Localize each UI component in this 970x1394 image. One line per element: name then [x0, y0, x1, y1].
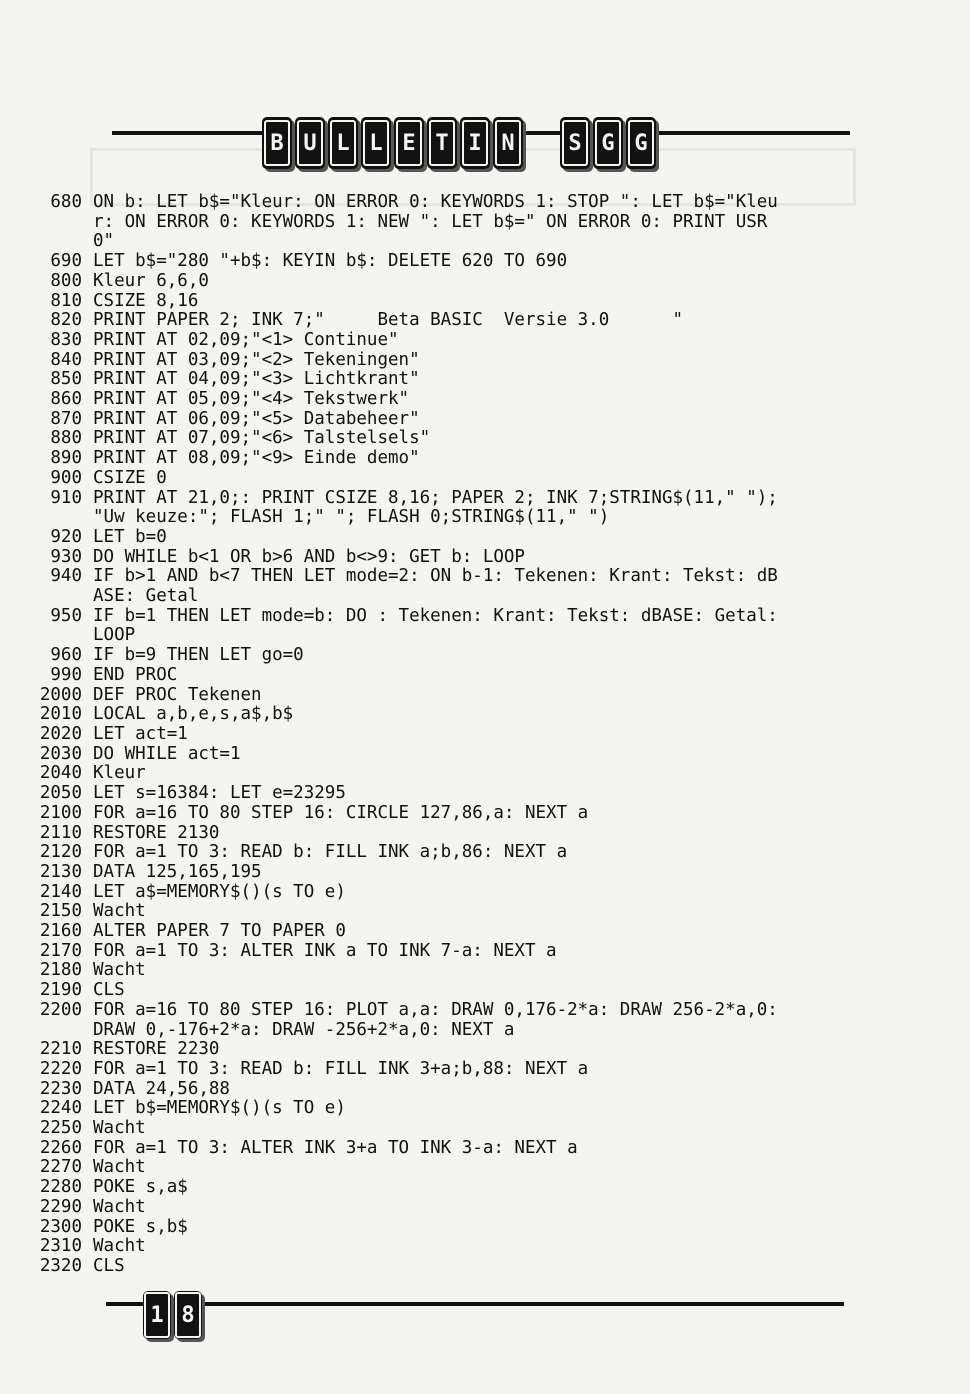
- line-number: 940: [50, 566, 82, 587]
- line-number: 880: [50, 428, 82, 449]
- bulletin-tile: [460, 117, 490, 169]
- listing-line: [30, 508, 860, 528]
- page-number: [143, 1291, 205, 1339]
- line-code: PRINT AT 05,09;"<4> Tekstwerk": [93, 389, 410, 410]
- line-code: Kleur: [93, 763, 146, 784]
- line-code: LOOP: [93, 625, 136, 646]
- listing-line: [30, 587, 860, 607]
- listing-line: [30, 1040, 860, 1060]
- line-number: 2140: [39, 881, 82, 902]
- sgg-tile: [626, 117, 656, 169]
- listing-line: [30, 193, 860, 213]
- line-code: ALTER PAPER 7 TO PAPER 0: [93, 921, 346, 942]
- bulletin-letter: N: [495, 120, 521, 166]
- listing-line: [30, 213, 860, 233]
- listing-line: [30, 410, 860, 430]
- listing-line: [30, 824, 860, 844]
- header-rule-right: [650, 131, 850, 135]
- line-number: 2210: [39, 1039, 82, 1060]
- line-number: 2170: [39, 940, 82, 961]
- listing-line: [30, 725, 860, 745]
- line-number: 2320: [39, 1255, 82, 1276]
- line-number: 920: [50, 526, 82, 547]
- line-number: 2020: [39, 723, 82, 744]
- bulletin-tile: [262, 117, 292, 169]
- line-number: 2220: [39, 1058, 82, 1079]
- line-number: 2290: [39, 1196, 82, 1217]
- line-number: 870: [50, 408, 82, 429]
- listing-line: [30, 528, 860, 548]
- line-number: 2230: [39, 1078, 82, 1099]
- line-code: CSIZE 0: [93, 467, 167, 488]
- line-number: [30, 587, 82, 607]
- listing-line: [30, 469, 860, 489]
- bulletin-tile: [361, 117, 391, 169]
- line-number: 2120: [39, 842, 82, 863]
- line-number: 2280: [39, 1177, 82, 1198]
- listing-line: [30, 902, 860, 922]
- listing-line: [30, 548, 860, 568]
- listing-line: [30, 961, 860, 981]
- listing-line: [30, 1158, 860, 1178]
- listing-line: [30, 745, 860, 765]
- line-code: DRAW 0,-176+2*a: DRAW -256+2*a,0: NEXT a: [93, 1019, 515, 1040]
- bulletin-letter: E: [396, 120, 422, 166]
- line-number: 830: [50, 329, 82, 350]
- line-code: FOR a=1 TO 3: READ b: FILL INK 3+a;b,88: NEXT a: [93, 1058, 589, 1079]
- line-number: 950: [50, 605, 82, 626]
- line-code: LOCAL a,b,e,s,a$,b$: [93, 704, 294, 725]
- line-number: 2150: [39, 901, 82, 922]
- line-number: 890: [50, 448, 82, 469]
- line-number: 2130: [39, 861, 82, 882]
- line-code: FOR a=1 TO 3: ALTER INK 3+a TO INK 3-a: NEXT a: [93, 1137, 578, 1158]
- page-number-tile: [143, 1291, 171, 1339]
- basic-listing: [30, 193, 860, 1277]
- listing-line: [30, 351, 860, 371]
- bulletin-letter: I: [462, 120, 488, 166]
- listing-line: [30, 843, 860, 863]
- line-code: IF b>1 AND b<7 THEN LET mode=2: ON b-1: Tekenen: Krant: Tekst: dB: [93, 566, 778, 587]
- sgg-tile: [593, 117, 623, 169]
- line-number: [30, 213, 82, 233]
- listing-line: [30, 1001, 860, 1021]
- listing-line: [30, 646, 860, 666]
- line-code: Wacht: [93, 901, 146, 922]
- line-code: DATA 24,56,88: [93, 1078, 230, 1099]
- listing-line: [30, 942, 860, 962]
- line-code: "Uw keuze:"; FLASH 1;" "; FLASH 0;STRING$(11," "): [93, 507, 610, 528]
- bulletin-letter: U: [297, 120, 323, 166]
- line-number: [30, 1021, 82, 1041]
- line-code: RESTORE 2130: [93, 822, 220, 843]
- bulletin-letter: L: [330, 120, 356, 166]
- line-number: 2250: [39, 1118, 82, 1139]
- line-code: LET b$="280 "+b$: KEYIN b$: DELETE 620 TO 690: [93, 251, 568, 272]
- line-number: 2190: [39, 980, 82, 1001]
- line-number: 910: [50, 487, 82, 508]
- sgg-title: [560, 117, 659, 179]
- line-code: Wacht: [93, 1118, 146, 1139]
- listing-line: [30, 1080, 860, 1100]
- line-number: 2000: [39, 684, 82, 705]
- line-number: 2100: [39, 802, 82, 823]
- listing-line: [30, 429, 860, 449]
- line-code: Wacht: [93, 1196, 146, 1217]
- line-code: r: ON ERROR 0: KEYWORDS 1: NEW ": LET b$=" ON ERROR 0: PRINT USR: [93, 211, 768, 232]
- listing-line: [30, 292, 860, 312]
- line-code: DO WHILE b<1 OR b>6 AND b<>9: GET b: LOOP: [93, 546, 525, 567]
- line-number: 690: [50, 251, 82, 272]
- line-code: IF b=1 THEN LET mode=b: DO : Tekenen: Krant: Tekst: dBASE: Getal:: [93, 605, 778, 626]
- line-number: [30, 232, 82, 252]
- sgg-letter: S: [562, 120, 588, 166]
- line-code: PRINT AT 03,09;"<2> Tekeningen": [93, 349, 420, 370]
- line-code: POKE s,b$: [93, 1216, 188, 1237]
- line-number: 2160: [39, 921, 82, 942]
- listing-line: [30, 252, 860, 272]
- bulletin-letter: B: [264, 120, 290, 166]
- line-code: PRINT AT 08,09;"<9> Einde demo": [93, 448, 420, 469]
- line-code: FOR a=16 TO 80 STEP 16: PLOT a,a: DRAW 0,176-2*a: DRAW 256-2*a,0:: [93, 999, 778, 1020]
- line-code: PRINT AT 04,09;"<3> Lichtkrant": [93, 369, 420, 390]
- listing-line: [30, 804, 860, 824]
- line-number: 2240: [39, 1098, 82, 1119]
- listing-line: [30, 1099, 860, 1119]
- line-code: PRINT PAPER 2; INK 7;" Beta BASIC Versie 3.0 ": [93, 310, 684, 331]
- line-code: CLS: [93, 1255, 125, 1276]
- bulletin-tile: [493, 117, 523, 169]
- bulletin-tile: [295, 117, 325, 169]
- line-number: 930: [50, 546, 82, 567]
- line-number: 2050: [39, 783, 82, 804]
- line-code: Wacht: [93, 1157, 146, 1178]
- listing-line: [30, 607, 860, 627]
- listing-line: [30, 489, 860, 509]
- line-number: 850: [50, 369, 82, 390]
- line-number: 990: [50, 664, 82, 685]
- line-code: ON b: LET b$="Kleur: ON ERROR 0: KEYWORDS 1: STOP ": LET b$="Kleu: [93, 192, 778, 212]
- line-code: DEF PROC Tekenen: [93, 684, 262, 705]
- line-number: 2260: [39, 1137, 82, 1158]
- listing-line: [30, 1021, 860, 1041]
- page-number-tile: [174, 1291, 202, 1339]
- line-code: LET a$=MEMORY$()(s TO e): [93, 881, 346, 902]
- line-number: 2110: [39, 822, 82, 843]
- line-code: FOR a=1 TO 3: ALTER INK a TO INK 7-a: NEXT a: [93, 940, 557, 961]
- listing-line: [30, 1139, 860, 1159]
- line-code: FOR a=1 TO 3: READ b: FILL INK a;b,86: NEXT a: [93, 842, 568, 863]
- line-number: 2180: [39, 960, 82, 981]
- listing-line: [30, 1119, 860, 1139]
- listing-line: [30, 784, 860, 804]
- listing-line: [30, 666, 860, 686]
- line-code: LET s=16384: LET e=23295: [93, 783, 346, 804]
- line-number: 2040: [39, 763, 82, 784]
- sgg-letter: G: [628, 120, 654, 166]
- bulletin-letter: T: [429, 120, 455, 166]
- line-code: 0": [93, 231, 115, 252]
- line-code: CSIZE 8,16: [93, 290, 199, 311]
- listing-line: [30, 863, 860, 883]
- line-code: FOR a=16 TO 80 STEP 16: CIRCLE 127,86,a: NEXT a: [93, 802, 589, 823]
- bulletin-tile: [394, 117, 424, 169]
- bulletin-letter: L: [363, 120, 389, 166]
- line-number: 900: [50, 467, 82, 488]
- header-rule-left: [112, 131, 262, 135]
- listing-line: [30, 390, 860, 410]
- listing-line: [30, 705, 860, 725]
- listing-line: [30, 311, 860, 331]
- footer-rule: [106, 1302, 844, 1306]
- line-code: RESTORE 2230: [93, 1039, 220, 1060]
- line-code: ASE: Getal: [93, 586, 199, 607]
- line-number: 840: [50, 349, 82, 370]
- header-rule-middle: [522, 131, 562, 135]
- line-code: LET b$=MEMORY$()(s TO e): [93, 1098, 346, 1119]
- listing-line: [30, 370, 860, 390]
- listing-line: [30, 626, 860, 646]
- listing-line: [30, 981, 860, 1001]
- listing-line: [30, 922, 860, 942]
- listing-line: [30, 883, 860, 903]
- line-code: LET b=0: [93, 526, 167, 547]
- line-number: 2010: [39, 704, 82, 725]
- listing-line: [30, 1218, 860, 1238]
- line-number: 820: [50, 310, 82, 331]
- sgg-tile: [560, 117, 590, 169]
- line-number: 680: [50, 192, 82, 212]
- line-number: 2200: [39, 999, 82, 1020]
- line-code: LET act=1: [93, 723, 188, 744]
- listing-line: [30, 567, 860, 587]
- listing-line: [30, 1257, 860, 1277]
- line-number: 2270: [39, 1157, 82, 1178]
- line-number: 2030: [39, 743, 82, 764]
- listing-line: [30, 232, 860, 252]
- listing-line: [30, 272, 860, 292]
- line-code: DO WHILE act=1: [93, 743, 241, 764]
- line-code: Wacht: [93, 1236, 146, 1257]
- line-code: POKE s,a$: [93, 1177, 188, 1198]
- line-number: 2310: [39, 1236, 82, 1257]
- line-code: CLS: [93, 980, 125, 1001]
- line-number: 860: [50, 389, 82, 410]
- listing-line: [30, 1198, 860, 1218]
- listing-line: [30, 1060, 860, 1080]
- line-code: PRINT AT 21,0;: PRINT CSIZE 8,16; PAPER 2; INK 7;STRING$(11," ");: [93, 487, 778, 508]
- page-number-letter: 1: [144, 1292, 170, 1338]
- line-number: [30, 626, 82, 646]
- line-number: 810: [50, 290, 82, 311]
- bulletin-tile: [427, 117, 457, 169]
- line-code: Kleur 6,6,0: [93, 270, 209, 291]
- line-code: DATA 125,165,195: [93, 861, 262, 882]
- listing-line: [30, 686, 860, 706]
- listing-line: [30, 449, 860, 469]
- line-number: 960: [50, 645, 82, 666]
- bulletin-tile: [328, 117, 358, 169]
- line-code: PRINT AT 02,09;"<1> Continue": [93, 329, 399, 350]
- line-number: [30, 508, 82, 528]
- line-code: PRINT AT 06,09;"<5> Databeheer": [93, 408, 420, 429]
- line-code: Wacht: [93, 960, 146, 981]
- page-number-letter: 8: [175, 1292, 201, 1338]
- line-number: 800: [50, 270, 82, 291]
- listing-line: [30, 331, 860, 351]
- line-number: 2300: [39, 1216, 82, 1237]
- line-code: END PROC: [93, 664, 178, 685]
- listing-line: [30, 1237, 860, 1257]
- listing-line: [30, 1178, 860, 1198]
- line-code: IF b=9 THEN LET go=0: [93, 645, 304, 666]
- sgg-letter: G: [595, 120, 621, 166]
- line-code: PRINT AT 07,09;"<6> Talstelsels": [93, 428, 431, 449]
- listing-line: [30, 764, 860, 784]
- bulletin-title: [262, 117, 526, 179]
